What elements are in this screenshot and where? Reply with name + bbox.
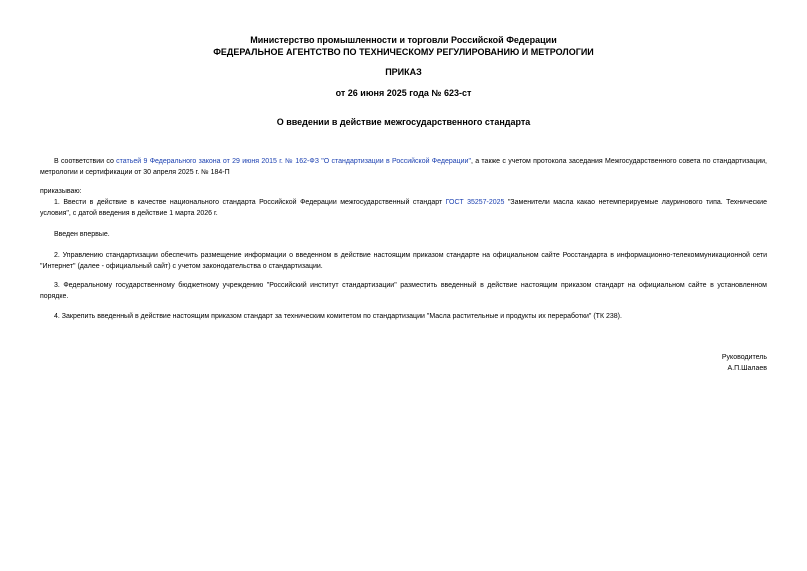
preamble-text-before: В соответствии со [54, 158, 117, 165]
signature-name: А.П.Шалаев [727, 365, 767, 372]
item-1-paragraph [40, 197, 767, 219]
item-4-paragraph: 4. Закрепить введенный в действие настоящим приказом стандарт за техническим комитетом по стандартизации "Масла растительные и продукты их переработки" (ТК 238). [54, 313, 622, 320]
law-article-link[interactable]: статьей 9 Федерального закона от 29 июня 2015 г. № 162-ФЗ "О стандартизации в Российской Федерации" [116, 158, 471, 165]
document-title: О введении в действие межгосударственного стандарта [276, 117, 531, 127]
preamble-text-after: , а также с учетом протокола заседания Межгосударственного совета по стандартизации, метрологии и сертификации от 30 апреля 2025 г. № 184-П [40, 158, 767, 176]
order-date-line: от 26 июня 2025 года № 623-ст [335, 88, 472, 98]
item-2-paragraph: 2. Управлению стандартизации обеспечить размещение информации о введенном в действие настоящим приказом стандарте на официальном сайте Росстандарта в информационно-телекоммуникационной сети "Интернет" (далее - официальный сайт) с учетом законодательства о стандартизации. [40, 252, 767, 270]
signature-position: Руководитель [721, 354, 767, 361]
item-3-paragraph: 3. Федеральному государственному бюджетному учреждению "Российский институт стандартизации" разместить введенный в действие настоящим приказом стандарт на официальном сайте в установленном порядке. [40, 282, 767, 300]
agency-heading: ФЕДЕРАЛЬНОЕ АГЕНТСТВО ПО ТЕХНИЧЕСКОМУ РЕГУЛИРОВАНИЮ И МЕТРОЛОГИИ [213, 47, 594, 57]
item-1-text-before: 1. Ввести в действие в качестве национального стандарта Российской Федерации межгосударственный стандарт [54, 199, 446, 206]
ministry-heading: Министерство промышленности и торговли Российской Федерации [250, 35, 557, 45]
preamble-paragraph [40, 156, 767, 178]
item-1-text-after: "Заменители масла какао нетемперируемые лауринового типа. Технические условия", с датой введения в действие 1 марта 2026 г. [40, 199, 767, 217]
order-label: ПРИКАЗ [385, 67, 422, 77]
order-word: приказываю: [40, 188, 82, 195]
gost-standard-link[interactable]: ГОСТ 35257-2025 [445, 199, 505, 206]
introduced-first-note: Введен впервые. [54, 231, 110, 238]
